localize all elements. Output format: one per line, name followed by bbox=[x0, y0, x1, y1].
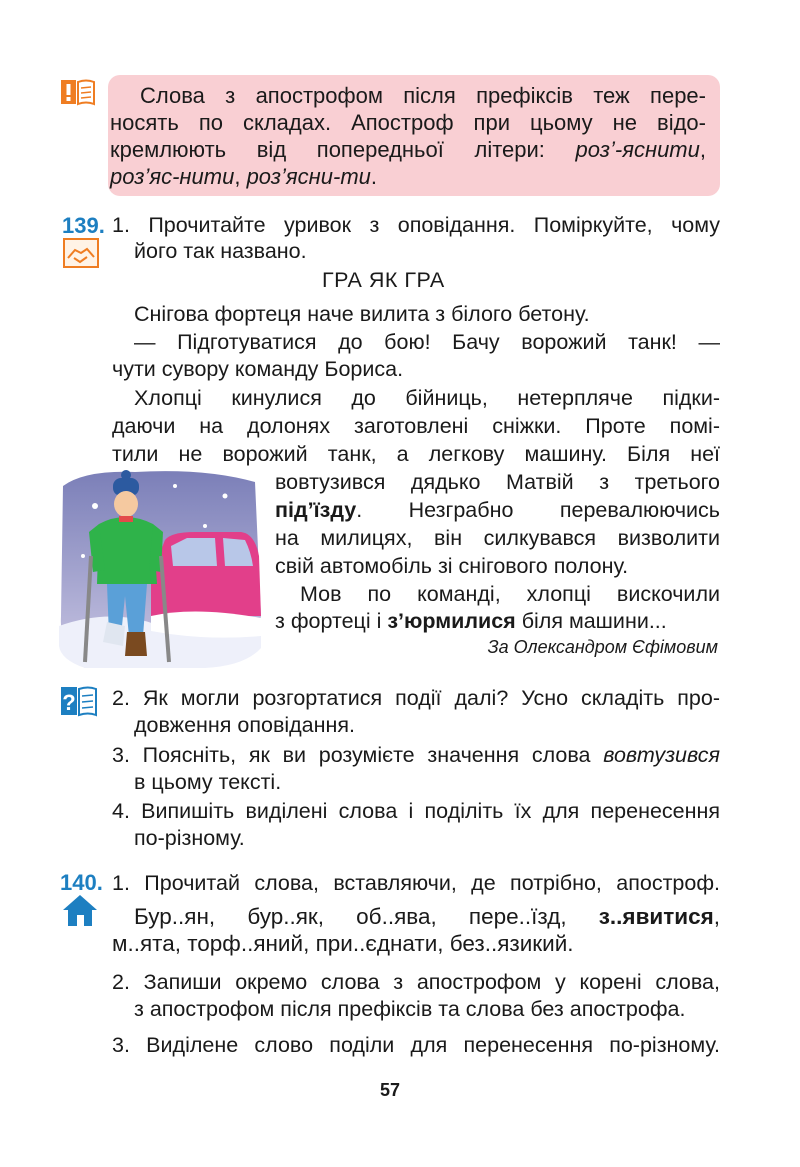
story-text: . Незграбно перевалюючись bbox=[356, 498, 720, 522]
task-text: по-різному. bbox=[134, 826, 245, 850]
task-text: з апострофом після префіксів та слова без апострофа. bbox=[134, 997, 686, 1021]
story-paragraph: тили не ворожий танк, а легкову машину. Біля неї bbox=[112, 442, 720, 466]
task-text: в цьому тексті. bbox=[134, 770, 282, 794]
story-paragraph bbox=[275, 497, 720, 523]
important-note-icon bbox=[60, 78, 96, 106]
rule-text: Слова з апострофом після префіксів теж пере- bbox=[140, 83, 706, 108]
story-title: ГРА ЯК ГРА bbox=[322, 268, 445, 292]
exercise-number: 139. bbox=[62, 213, 105, 238]
rule-text: , bbox=[234, 164, 247, 189]
word-list bbox=[134, 904, 720, 930]
story-paragraph: Снігова фортеця наче вилита з білого бетону. bbox=[134, 302, 590, 326]
story-text: з фортеці і bbox=[275, 609, 388, 633]
highlighted-word: з..явитися bbox=[598, 904, 714, 929]
story-paragraph: Хлопці кинулися до бійниць, нетерпляче підки- bbox=[134, 386, 720, 410]
task-text bbox=[112, 742, 720, 768]
handshake-icon bbox=[63, 238, 99, 268]
author-credit: За Олександром Єфімовим bbox=[487, 637, 718, 657]
word-list-text: , bbox=[713, 904, 720, 929]
rule-example: роз’ясни-ти bbox=[246, 164, 371, 189]
story-text: біля машини... bbox=[515, 609, 667, 633]
task-text: 2. Запиши окремо слова з апострофом у корені слова, bbox=[112, 970, 720, 994]
rule-line bbox=[110, 162, 377, 192]
rule-line bbox=[110, 108, 706, 138]
rule-text: , bbox=[699, 137, 706, 162]
rule-example: роз’яс-нити bbox=[110, 164, 235, 189]
story-paragraph: вовтузився дядько Матвій з третього bbox=[275, 470, 720, 494]
rule-line bbox=[110, 135, 706, 165]
word-list-text: Бур..ян, бур..як, об..ява, пере..їзд, bbox=[134, 904, 599, 929]
page-number: 57 bbox=[380, 1080, 401, 1100]
italic-word: вовтузився bbox=[603, 743, 720, 767]
highlighted-word: під’їзду bbox=[275, 498, 357, 522]
rule-text: кремлюють від попередньої літери: bbox=[110, 137, 576, 162]
home-icon bbox=[62, 893, 98, 927]
task-text-part: 3. Поясніть, як ви розумієте значення слова bbox=[112, 743, 604, 767]
rule-text: носять по складах. Апостроф при цьому не відо- bbox=[110, 110, 706, 135]
exercise-number: 140. bbox=[60, 870, 103, 895]
task-text: 3. Виділене слово поділи для перенесення по-різному. bbox=[112, 1033, 720, 1057]
rule-line bbox=[140, 81, 706, 111]
rule-text: . bbox=[370, 164, 378, 189]
story-paragraph: свій автомобіль зі снігового полону. bbox=[275, 554, 629, 578]
illustration-man-on-crutches bbox=[55, 466, 265, 672]
story-paragraph bbox=[275, 608, 667, 634]
task-text: довження оповідання. bbox=[134, 713, 356, 737]
question-icon bbox=[60, 685, 98, 717]
story-paragraph: Мов по команді, хлопці вискочили bbox=[300, 582, 720, 606]
task-text: 1. Прочитайте уривок з оповідання. Поміркуйте, чому bbox=[112, 213, 720, 237]
svg-text:?: ? bbox=[62, 690, 76, 715]
story-paragraph: чути сувору команду Бориса. bbox=[112, 357, 404, 381]
task-text: 2. Як могли розгортатися події далі? Усно складіть про- bbox=[112, 686, 720, 710]
rule-box bbox=[108, 75, 720, 196]
task-text: 1. Прочитай слова, вставляючи, де потрібно, апостроф. bbox=[112, 871, 720, 895]
story-paragraph: — Підготуватися до бою! Бачу ворожий танк! — bbox=[134, 330, 720, 354]
highlighted-word: з’юрмилися bbox=[387, 609, 516, 633]
story-paragraph: даючи на долонях заготовлені сніжки. Проте помі- bbox=[112, 414, 720, 438]
task-text: 4. Випишіть виділені слова і поділіть їх для перенесення bbox=[112, 799, 720, 823]
word-list: м..ята, торф..яний, при..єднати, без..язикий. bbox=[112, 931, 574, 956]
task-text: його так названо. bbox=[134, 239, 307, 263]
story-paragraph: на милицях, він силкувався визволити bbox=[275, 526, 720, 550]
rule-example: роз’-яснити bbox=[575, 137, 700, 162]
